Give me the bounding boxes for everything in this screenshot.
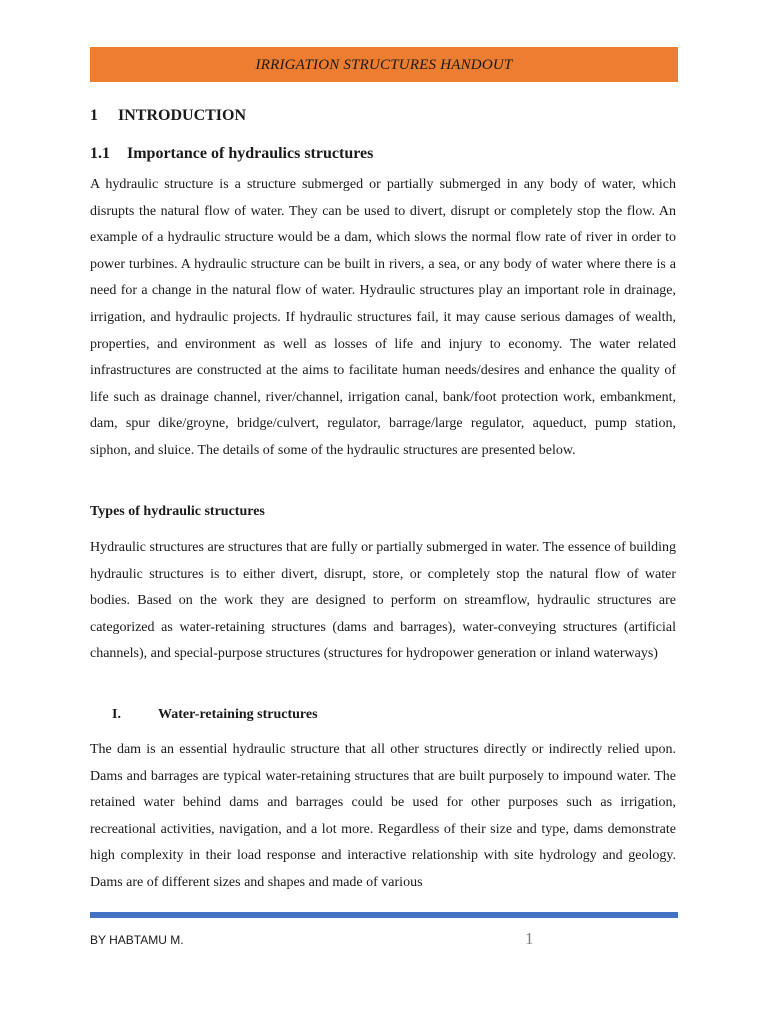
- footer-author: BY HABTAMU M.: [90, 933, 184, 947]
- handout-title: IRRIGATION STRUCTURES HANDOUT: [255, 57, 513, 73]
- section-1-title: INTRODUCTION: [118, 107, 247, 124]
- section-1-heading: [90, 107, 246, 125]
- water-retaining-number: I.: [112, 707, 121, 722]
- types-heading: Types of hydraulic structures: [90, 504, 265, 519]
- water-retaining-heading: [112, 707, 318, 723]
- types-paragraph: Hydraulic structures are structures that are fully or partially submerged in water. The essence of building hydraulic structures is to either divert, disrupt, store, or completely stop the natural flow of water bodies. Based on the work they are designed to perform on streamflow, hydraulic structures are categorized as water-retaining structures (dams and barrages), water-conveying structures (artificial channels), and special-purpose structures (structures for hydropower generation or inland waterways): [90, 540, 676, 662]
- page-number: 1: [525, 929, 534, 948]
- header-banner: [90, 47, 678, 82]
- importance-paragraph: A hydraulic structure is a structure submerged or partially submerged in any body of water, which disrupts the natural flow of water. They can be used to divert, disrupt or completely stop the flow. An example of a hydraulic structure would be a dam, which slows the normal flow rate of river in order to power turbines. A hydraulic structure can be built in rivers, a sea, or any body of water where there is a need for a change in the natural flow of water. Hydraulic structures play an important role in drainage, irrigation, and hydraulic projects. If hydraulic structures fail, it may cause serious damages of wealth, properties, and environment as well as losses of life and injury to economy. The water related infrastructures are constructed at the aims to facilitate human needs/desires and enhance the quality of life such as drainage channel, river/channel, irrigation canal, bank/foot protection work, embankment, dam, spur dike/groyne, bridge/culvert, regulator, barrage/large regulator, aqueduct, pump station, siphon, and sluice. The details of some of the hydraulic structures are presented below.: [90, 177, 676, 458]
- section-1-1-title: Importance of hydraulics structures: [127, 145, 374, 162]
- footer-divider: [90, 912, 678, 918]
- water-retaining-title: Water-retaining structures: [158, 707, 318, 722]
- section-1-1-number: 1.1: [90, 145, 110, 162]
- section-1-1-heading: [90, 145, 373, 163]
- section-1-number: 1: [90, 107, 98, 124]
- water-retaining-paragraph: The dam is an essential hydraulic structure that all other structures directly or indirectly relied upon. Dams and barrages are typical water-retaining structures that are built purposely to impound water. The retained water behind dams and barrages could be used for other purposes such as irrigation, recreational activities, navigation, and a lot more. Regardless of their size and type, dams demonstrate high complexity in their load response and interactive relationship with site hydrology and geology. Dams are of different sizes and shapes and made of various: [90, 742, 676, 890]
